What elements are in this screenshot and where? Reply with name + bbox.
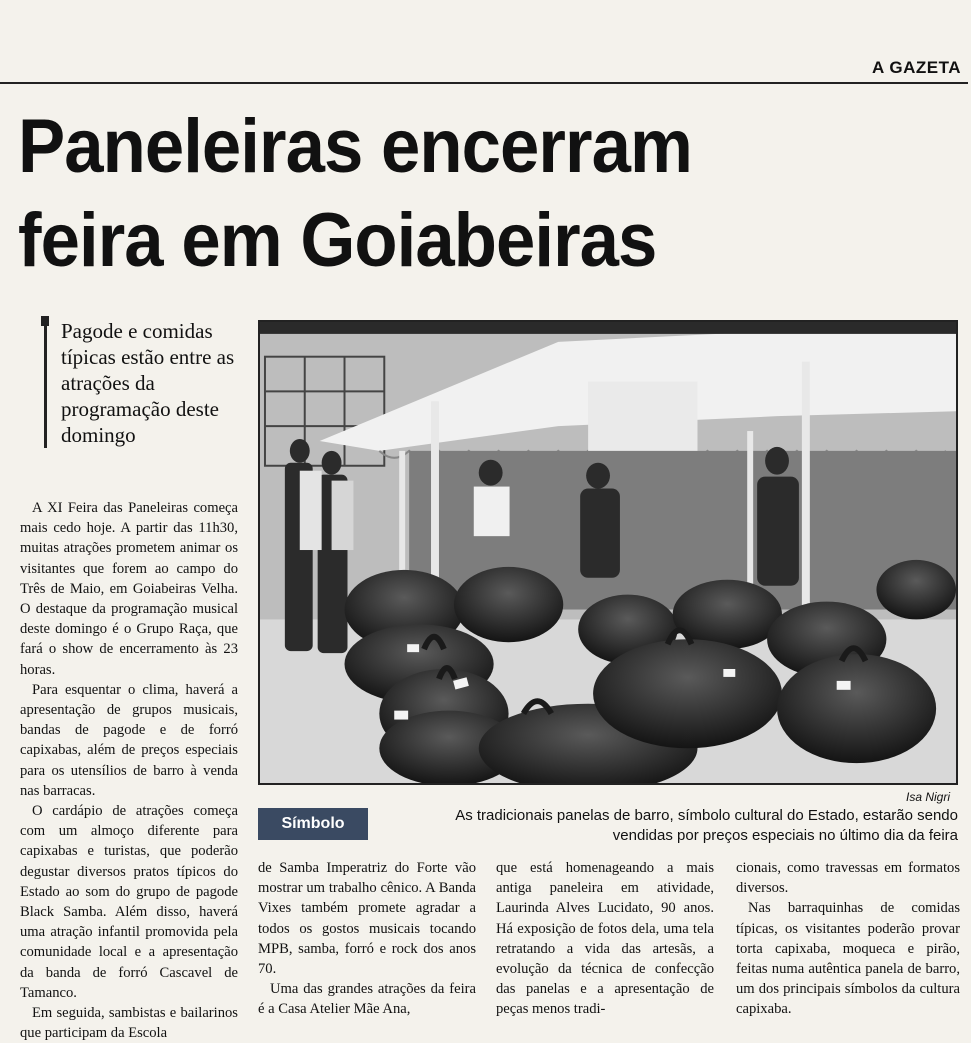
paragraph: que está homenageando a mais antiga paneleira em atividade, Laurinda Alves Lucidato, 90 anos. Há exposição de fotos dela, uma tela retratando a vida das artesãs, a evolução da técnica de confecção das panelas e a apresentação de peças menos tradi- [496,860,714,1018]
deck-marker [41,316,49,326]
paragraph: Uma das grandes atrações da feira é a Casa Atelier Mãe Ana, [258,981,476,1018]
body-column-4 [736,858,960,1020]
paragraph: Para esquentar o clima, haverá a apresentação de grupos musicais, bandas de pagode e de forró capixabas, além de preços especiais para os utensílios de barro à venda nas barracas. [20,681,238,799]
masthead-rule [0,82,968,84]
news-photo [258,320,958,785]
market-stall-photo [260,322,956,783]
paragraph: O cardápio de atrações começa com um almoço diferente para capixabas e turistas, que poderão degustar diversos pratos típicos do Estado ao som do grupo de pagode Black Samba. Além disso, haverá uma atração infantil promovida pela comunidade local e a apresentação da banda de forró Cascavel de Tamanco. [20,803,238,1001]
subheadline-deck [44,318,266,448]
section-tag: Símbolo [258,808,368,840]
photo-credit: Isa Nigri [906,790,951,804]
body-column-3 [496,858,714,1020]
deck-text: Pagode e comidas típicas estão entre as atrações da programação deste domingo [61,319,235,447]
caption-line-2: vendidas por preços especiais no último dia da feira [612,827,958,844]
caption-line-1: As tradicionais panelas de barro, símbolo cultural do Estado, estarão sendo [455,807,958,824]
headline-line-2: feira em Goiabeiras [18,198,657,283]
paragraph: Em seguida, sambistas e bailarinos que participam da Escola [20,1005,238,1042]
paragraph: A XI Feira das Paneleiras começa mais cedo hoje. A partir das 11h30, muitas atrações prometem animar os visitantes que forem ao campo do Três de Maio, em Goiabeiras Velha. O destaque da programação musical deste domingo é o Grupo Raça, que fará o show de encerramento às 23 horas. [20,500,238,678]
photo-caption [378,806,958,846]
body-column-1 [20,498,238,1043]
paragraph: de Samba Imperatriz do Forte vão mostrar um trabalho cênico. A Banda Vixes também promete agradar a todos os gostos musicais tocando MPB, samba, forró e rock dos anos 70. [258,860,476,978]
paragraph: cionais, como travessas em formatos diversos. [736,860,960,897]
newspaper-masthead: A GAZETA [872,58,961,77]
headline-line-1: Paneleiras encerram [18,104,692,189]
paragraph: Nas barraquinhas de comidas típicas, os visitantes poderão provar torta capixaba, moqueca e pirão, feitas numa autêntica panela de barro, um dos principais símbolos da cultura capixaba. [736,900,960,1018]
headline [18,100,892,288]
body-column-2 [258,858,476,1020]
